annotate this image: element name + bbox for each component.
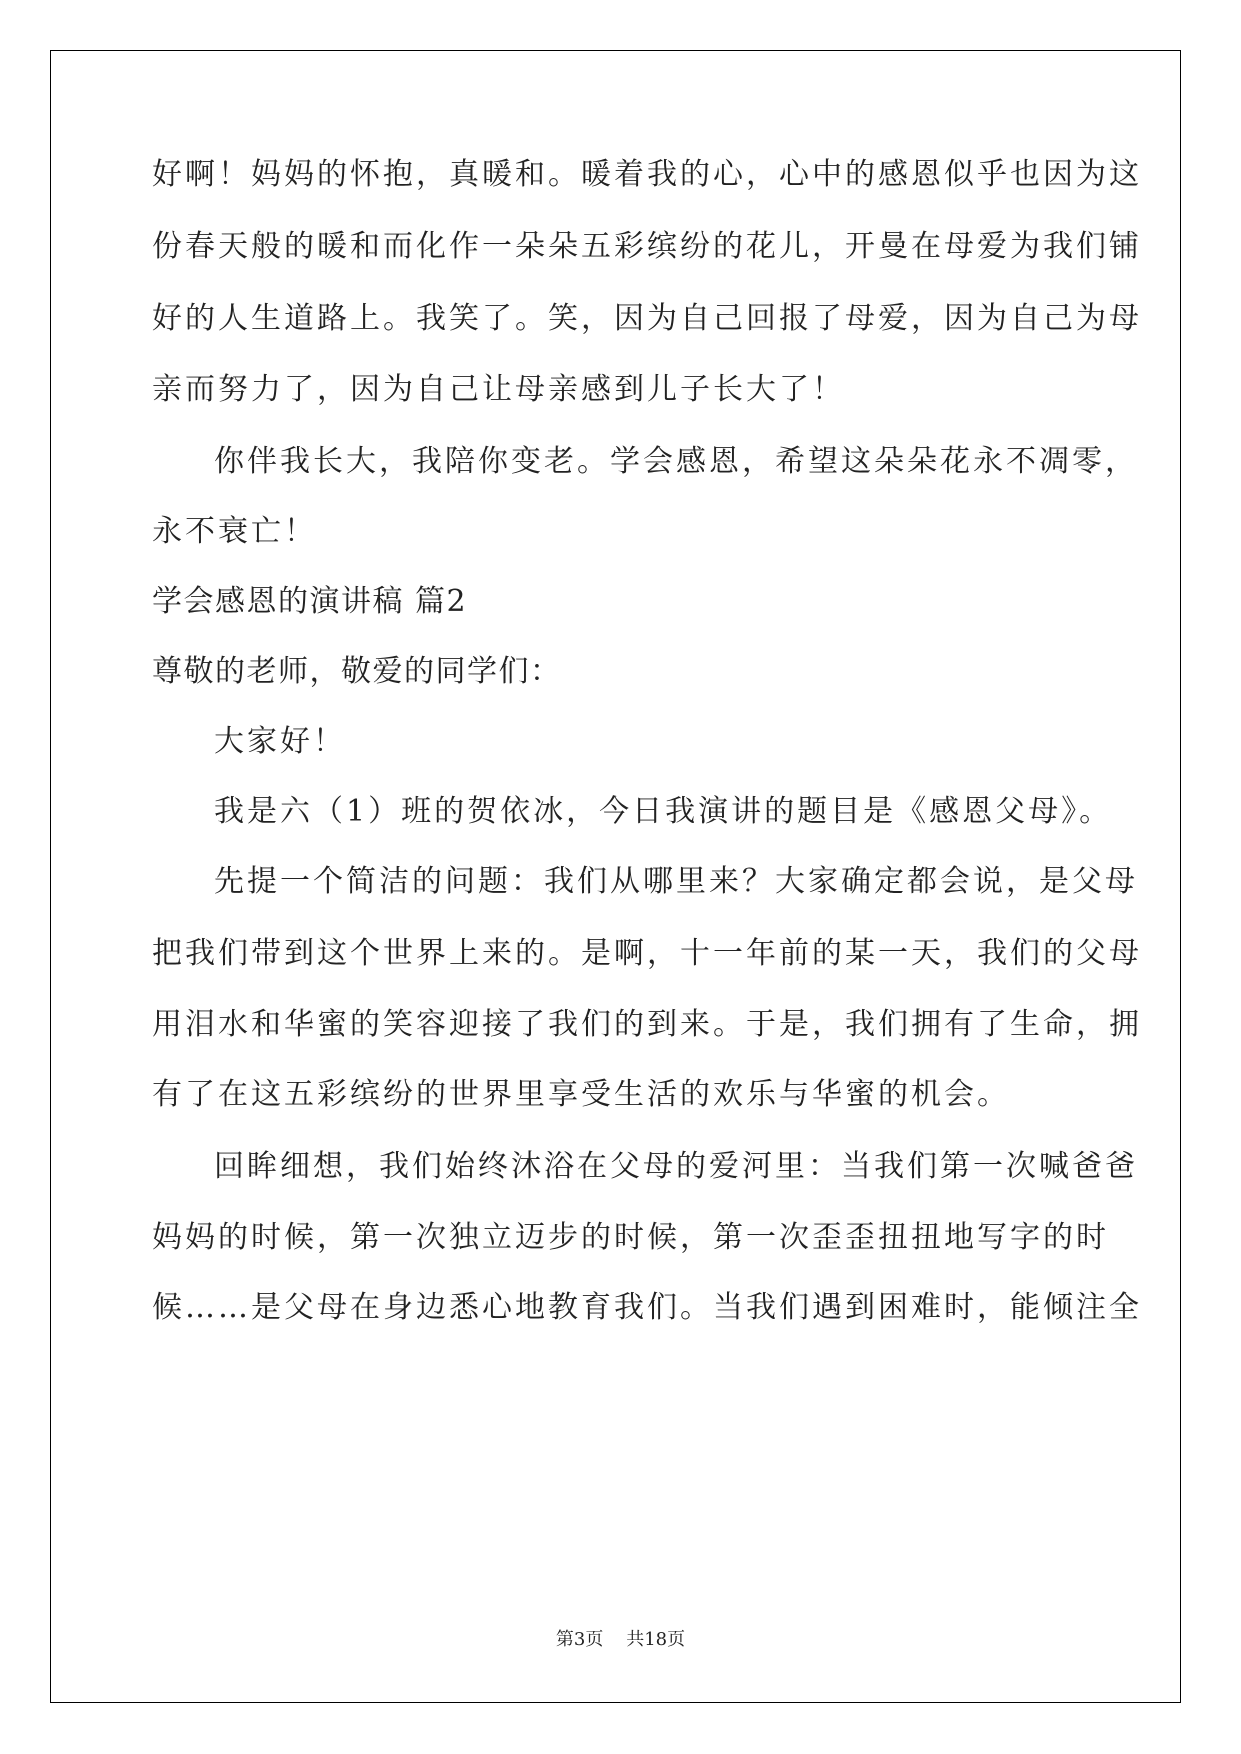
text-line: 先提一个简洁的问题：我们从哪里来？大家确定都会说，是父母 — [214, 864, 1138, 899]
text-line: 回眸细想，我们始终沐浴在父母的爱河里：当我们第一次喊爸爸 — [214, 1149, 1138, 1184]
text-line: 妈妈的时候，第一次独立迈步的时候，第一次歪歪扭扭地写字的时 — [152, 1220, 1109, 1255]
text-line: 用泪水和华蜜的笑容迎接了我们的到来。于是，我们拥有了生命，拥 — [152, 1007, 1142, 1042]
text-line: 好的人生道路上。我笑了。笑，因为自己回报了母爱，因为自己为母 — [152, 301, 1142, 336]
greeting: 大家好！ — [214, 724, 346, 759]
text-line: 我是六（1）班的贺依冰，今日我演讲的题目是《感恩父母》。 — [214, 794, 1113, 829]
text-line: 永不衰亡！ — [152, 514, 317, 549]
salutation: 尊敬的老师，敬爱的同学们： — [152, 654, 562, 689]
page-number: 第3页 — [555, 1629, 604, 1650]
text-line: 把我们带到这个世界上来的。是啊，十一年前的某一天，我们的父母 — [152, 936, 1142, 971]
text-line: 候……是父母在身边悉心地教育我们。当我们遇到困难时，能倾注全 — [152, 1290, 1142, 1325]
text-line: 你伴我长大，我陪你变老。学会感恩，希望这朵朵花永不凋零， — [214, 444, 1138, 479]
text-line: 亲而努力了，因为自己让母亲感到儿子长大了！ — [152, 372, 845, 407]
page-total: 共18页 — [626, 1629, 686, 1650]
page-footer — [0, 1625, 1241, 1651]
text-line: 份春天般的暖和而化作一朵朵五彩缤纷的花儿，开曼在母爱为我们铺 — [152, 229, 1142, 264]
text-line: 有了在这五彩缤纷的世界里享受生活的欢乐与华蜜的机会。 — [152, 1077, 1010, 1112]
section-heading: 学会感恩的演讲稿 篇2 — [152, 584, 468, 619]
text-line: 好啊！妈妈的怀抱，真暖和。暖着我的心，心中的感恩似乎也因为这 — [152, 157, 1142, 192]
